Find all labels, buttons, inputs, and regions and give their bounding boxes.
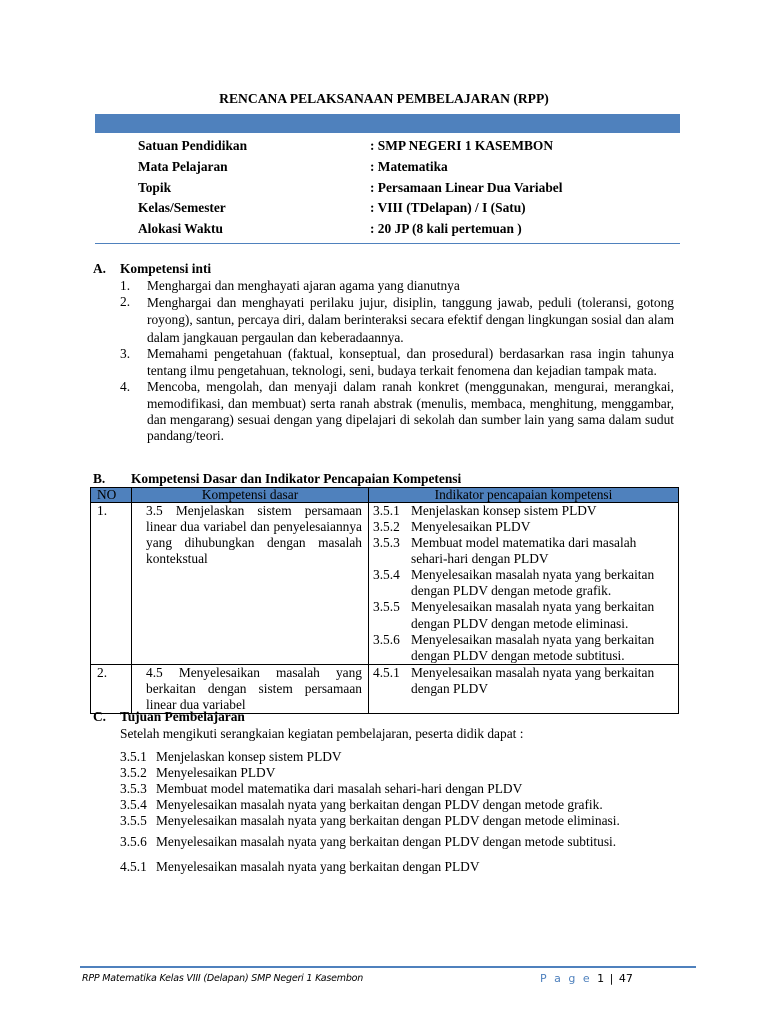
table-row: [91, 503, 679, 665]
section-b-title: Kompetensi Dasar dan Indikator Pencapaian Kompetensi: [131, 471, 462, 486]
item-text: Menyelesaikan masalah nyata yang berkaitan dengan PLDV: [156, 859, 480, 875]
item-code: 3.5.1: [120, 749, 147, 764]
list-number: 1.: [120, 278, 131, 293]
info-row: [138, 180, 562, 201]
item-code: 3.5.5: [120, 813, 147, 829]
table-header-row: [91, 488, 679, 503]
list-text: Menghargai dan menghayati ajaran agama yang dianutnya: [147, 278, 460, 293]
info-row: [138, 221, 562, 242]
indicator-text: Menyelesaikan masalah nyata yang berkaitan: [411, 567, 655, 583]
item-text: Menyelesaikan masalah nyata yang berkaitan dengan PLDV dengan metode subtitusi.: [156, 834, 617, 850]
section-b-letter: B.: [93, 471, 106, 486]
list-number: 4.: [120, 379, 131, 395]
indicator-continuation: dengan PLDV dengan metode eliminasi.: [411, 615, 629, 631]
info-block: [138, 138, 562, 241]
section-a-title: Kompetensi inti: [120, 261, 212, 276]
info-value: : 20 JP (8 kali pertemuan ): [370, 220, 522, 236]
indicator-code: 3.5.4: [373, 567, 400, 583]
info-key: Mata Pelajaran: [138, 159, 228, 174]
info-row: [138, 138, 562, 159]
indicator-item: [373, 632, 674, 648]
list-item: [120, 859, 674, 875]
info-key: Alokasi Waktu: [138, 220, 223, 236]
list-item: [120, 294, 674, 346]
indicator-code: 3.5.6: [373, 631, 400, 647]
info-value: : SMP NEGERI 1 KASEMBON: [370, 138, 554, 153]
indicator-continuation: dengan PLDV dengan metode grafik.: [411, 583, 612, 599]
page-indicator: [540, 972, 633, 985]
indicator-continuation: sehari-hari dengan PLDV: [411, 551, 549, 567]
info-key: Kelas/Semester: [138, 200, 226, 215]
info-divider: [95, 243, 680, 244]
tujuan-list: [120, 749, 674, 876]
list-item: [120, 813, 674, 829]
list-item: [120, 765, 674, 781]
list-text: Menghargai dan menghayati perilaku jujur, disiplin, tanggung jawab, peduli (toleransi, gotong royong), santun, percaya diri, dalam berinteraksi secara efektif dengan lingkungan sosial dan alam dalam jangkauan pergaulan dan keberadaannya.: [147, 295, 674, 345]
item-code: 3.5.6: [120, 834, 147, 850]
list-text: Memahami pengetahuan (faktual, konseptual, dan prosedural) berdasarkan rasa ingin tahunya tentang ilmu pengetahuan, teknologi, seni, budaya terkait fenomena dan kejadian tampak mata.: [147, 345, 674, 378]
indicator-code: 4.5.1: [373, 664, 400, 680]
indicator-item: [373, 503, 674, 519]
section-a-letter: A.: [93, 261, 107, 276]
list-item: [120, 278, 674, 294]
list-item: [120, 749, 674, 765]
indicator-code: 3.5.3: [373, 535, 400, 551]
item-text: Membuat model matematika dari masalah sehari-hari dengan PLDV: [156, 781, 523, 797]
header-bar: [95, 114, 680, 133]
section-c-intro: Setelah mengikuti serangkaian kegiatan pembelajaran, peserta didik dapat :: [120, 726, 524, 741]
item-text: Menyelesaikan PLDV: [156, 765, 276, 781]
list-number: 3.: [120, 345, 131, 361]
list-number: 2.: [120, 294, 131, 310]
header-no: NO: [91, 488, 132, 503]
footer-text: RPP Matematika Kelas VIII (Delapan) SMP Negeri 1 Kasembon: [82, 973, 364, 984]
indicator-text: Menyelesaikan PLDV: [411, 519, 531, 535]
section-c-title: Tujuan Pembelajaran: [120, 709, 245, 724]
indicator-text: Menyelesaikan masalah nyata yang berkaitan: [411, 631, 655, 647]
page-label: P a g e: [540, 972, 592, 985]
info-value: : Persamaan Linear Dua Variabel: [370, 179, 563, 195]
kd-text: 4.5 Menyelesaikan masalah yang berkaitan dengan sistem persamaan linear dua variabel: [132, 664, 369, 713]
indicator-code: 3.5.2: [373, 519, 400, 535]
indicator-cell: [369, 503, 679, 665]
list-text: Mencoba, mengolah, dan menyaji dalam ranah konkret (menggunakan, mengurai, merangkai, memodifikasi, dan membuat) serta ranah abstrak (menulis, membaca, menghitung, menggambar, dan mengarang) sesuai dengan yang dipelajari di sekolah dan sumber lain yang sama dalam sudut pandang/teori.: [147, 379, 674, 444]
list-item: [120, 834, 674, 850]
table-row: [91, 664, 679, 713]
list-item: [120, 797, 674, 813]
competency-table: [90, 487, 679, 714]
indicator-continuation: dengan PLDV dengan metode subtitusi.: [411, 647, 625, 663]
row-number: 2.: [91, 664, 132, 713]
indicator-text: Menjelaskan konsep sistem PLDV: [411, 503, 597, 518]
indicator-item: [373, 665, 674, 681]
document-title: RENCANA PELAKSANAAN PEMBELAJARAN (RPP): [219, 91, 549, 106]
indicator-text: Membuat model matematika dari masalah: [411, 535, 637, 551]
list-item: [120, 346, 674, 379]
item-code: 3.5.3: [120, 781, 147, 797]
info-key: Topik: [138, 179, 172, 195]
indicator-item: [373, 599, 674, 615]
kd-text: 3.5 Menjelaskan sistem persamaan linear dua variabel dan penyelesaiannya yang dihubungkan dengan masalah kontekstual: [132, 503, 369, 665]
info-key: Satuan Pendidikan: [138, 138, 248, 153]
kompetensi-inti-list: [120, 278, 674, 445]
indicator-item: [373, 519, 674, 535]
item-text: Menyelesaikan masalah nyata yang berkaitan dengan PLDV dengan metode grafik.: [156, 797, 603, 813]
info-row: [138, 159, 562, 180]
info-row: [138, 200, 562, 221]
item-text: Menyelesaikan masalah nyata yang berkaitan dengan PLDV dengan metode eliminasi.: [156, 813, 620, 829]
indicator-text: Menyelesaikan masalah nyata yang berkaitan: [411, 664, 655, 680]
page-separator: |: [609, 972, 614, 985]
item-code: 3.5.2: [120, 765, 147, 781]
indicator-item: [373, 535, 674, 551]
indicator-continuation: dengan PLDV: [411, 680, 488, 696]
page-number: 1: [597, 972, 605, 985]
info-value: : Matematika: [370, 159, 448, 174]
item-code: 3.5.4: [120, 797, 147, 813]
indicator-text: Menyelesaikan masalah nyata yang berkaitan: [411, 599, 655, 615]
list-item: [120, 379, 674, 445]
info-value: : VIII (TDelapan) / I (Satu): [370, 200, 526, 215]
header-indikator: Indikator pencapaian kompetensi: [369, 488, 679, 503]
indicator-cell: [369, 664, 679, 713]
list-item: [120, 781, 674, 797]
section-c-letter: C.: [93, 709, 107, 724]
footer-divider: [80, 966, 696, 968]
indicator-code: 3.5.1: [373, 503, 400, 518]
item-text: Menjelaskan konsep sistem PLDV: [156, 749, 342, 764]
header-kd: Kompetensi dasar: [132, 488, 369, 503]
indicator-code: 3.5.5: [373, 599, 400, 615]
row-number: 1.: [91, 503, 132, 665]
item-code: 4.5.1: [120, 859, 147, 875]
page-total: 47: [618, 972, 633, 985]
indicator-item: [373, 567, 674, 583]
